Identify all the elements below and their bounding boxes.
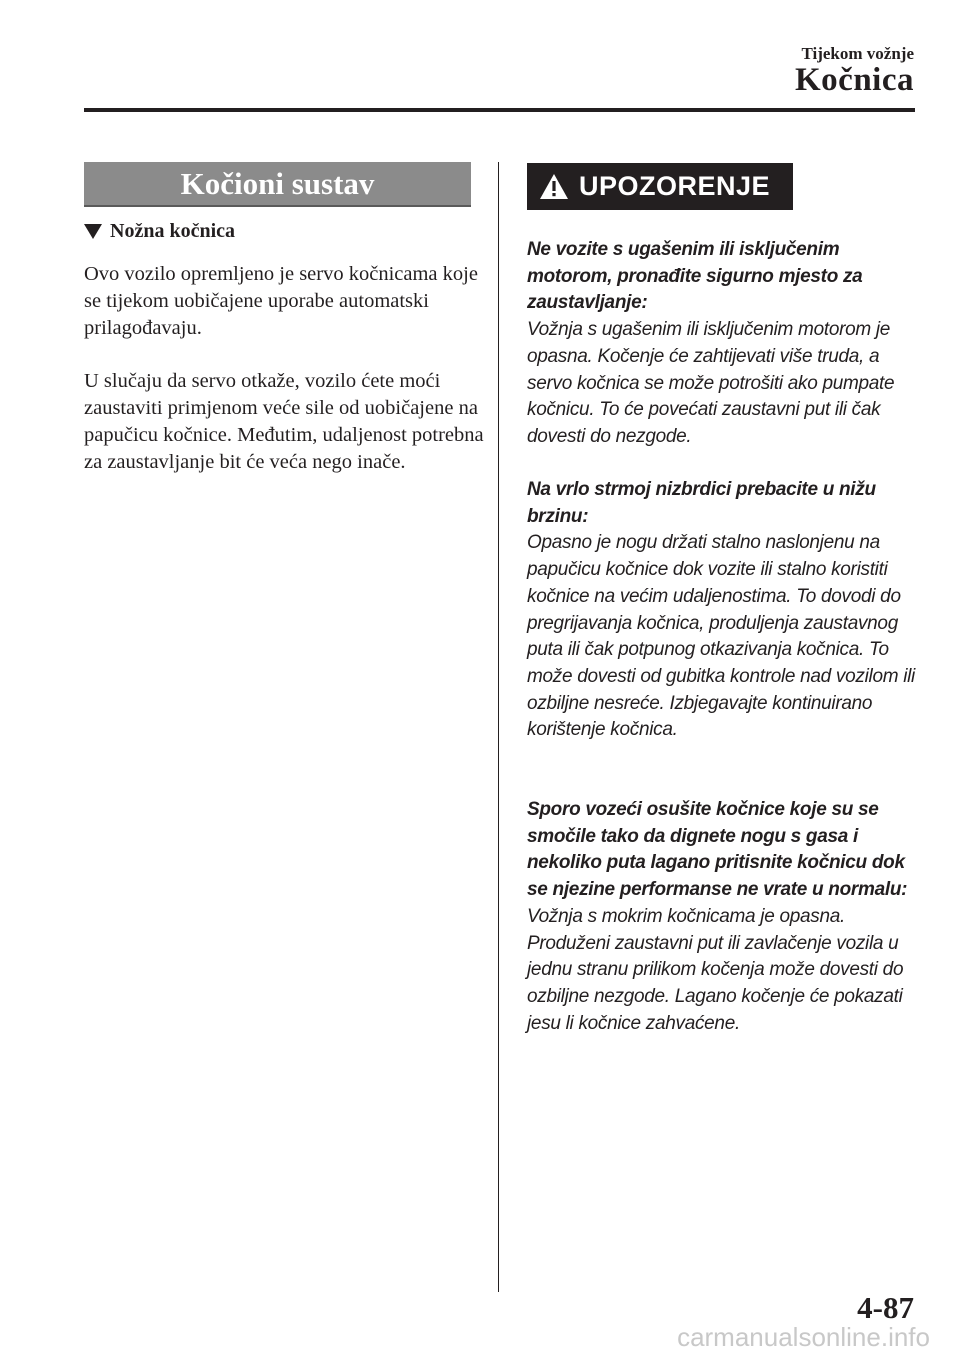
header-subtitle: Tijekom vožnje (801, 44, 914, 63)
warning-item (527, 477, 922, 744)
warning-item (527, 797, 922, 1037)
warning-label: UPOZORENJE (579, 171, 771, 201)
triangle-bullet-icon (84, 224, 102, 239)
warning-item-heading: Sporo vozeći osušite kočnice koje su se smočile tako da dignete nogu s gasa i nekoliko puta lagano pritisnite kočnicu dok se njezine performanse ne vrate u normalu: (527, 799, 908, 901)
warning-item (527, 237, 922, 451)
warning-label-box (527, 163, 793, 210)
warning-item-body: Vožnja s ugašenim ili isključenim motorom je opasna. Kočenje će zahtijevati više truda, a servo kočnica se može potrošiti ako pumpate kočnicu. To će povećati zaustavni put ili čak dovesti do nezgode. (527, 319, 895, 447)
sub-heading (84, 218, 235, 244)
page-number: 4-87 (857, 1290, 914, 1325)
warning-item-heading: Na vrlo strmoj nizbrdici prebacite u nižu brzinu: (527, 479, 876, 527)
warning-item-body: Opasno je nogu držati stalno naslonjenu na papučicu kočnice dok vozite ili stalno koristiti kočnice na većim udaljenostima. To dovodi do pregrijavanja kočnica, produljenja zaustavnog puta ili čak potpunog otkazivanja kočnica. To može dovesti od gubitka kontrole nad vozilom ili ozbiljne nesreće. Izbjegavajte kontinuirano korištenje kočnica. (527, 532, 915, 741)
section-banner: Kočioni sustav (84, 162, 471, 207)
paragraph: U slučaju da servo otkaže, vozilo ćete moći zaustaviti primjenom veće sile od uobičajene na papučicu kočnice. Međutim, udaljenost potrebna za zaustavljanje bit će veća nego inače. (84, 370, 484, 473)
warning-item-heading: Ne vozite s ugašenim ili isključenim motorom, pronađite sigurno mjesto za zaustavljanje: (527, 239, 863, 314)
sub-heading-label: Nožna kočnica (110, 220, 235, 242)
warning-item-body: Vožnja s mokrim kočnicama je opasna. Produženi zaustavni put ili zavlačenje vozila u jednu stranu prilikom kočenja može dovesti do ozbiljne nezgode. Lagano kočenje će pokazati jesu li kočnice zahvaćene. (527, 905, 904, 1034)
paragraph: Ovo vozilo opremljeno je servo kočnicama koje se tijekom uobičajene uporabe automatski prilagođavaju. (84, 263, 478, 339)
header-title: Kočnica (795, 62, 914, 98)
warning-triangle-icon (539, 173, 569, 200)
column-divider (498, 162, 499, 1292)
header-rule (84, 108, 915, 112)
watermark: carmanualsonline.info (677, 1322, 930, 1352)
